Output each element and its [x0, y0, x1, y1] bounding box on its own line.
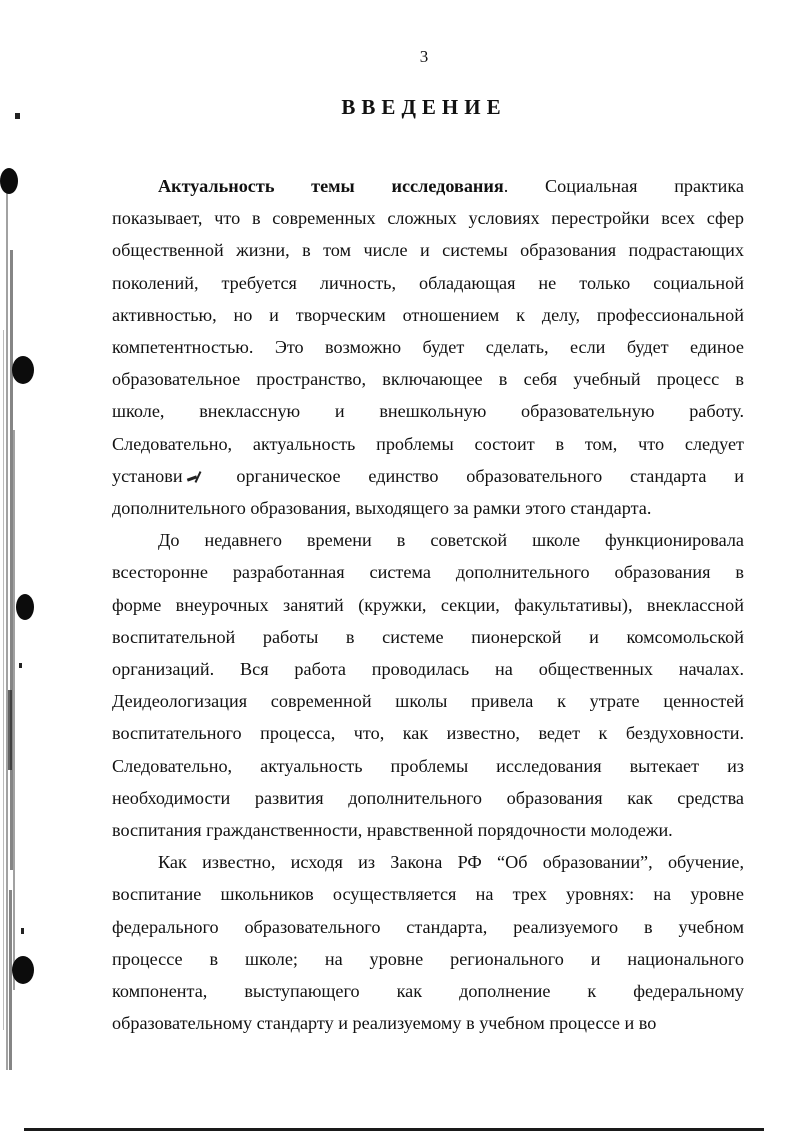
scan-speck: [21, 928, 24, 934]
page-number: 3: [419, 47, 429, 66]
text-run: органическое единство образовательного стандарта и: [208, 465, 744, 486]
text-line: процессе в школе; на уровне регионального и национального: [112, 948, 744, 969]
text-line: Как известно, исходя из Закона РФ “Об образовании”, обучение,: [158, 852, 744, 873]
text-line: До недавнего времени в советской школе функционировала: [158, 530, 744, 551]
scan-smudge: [183, 471, 209, 485]
text-line: Следовательно, актуальность проблемы состоит в том, что следует: [112, 433, 744, 454]
scan-speck: [19, 663, 22, 668]
text-line: всесторонне разработанная система дополнительного образования в: [112, 562, 744, 583]
text-line: воспитательного процесса, что, как известно, ведет к бездуховности.: [112, 723, 744, 744]
paragraph: [112, 524, 744, 846]
text-line: образовательное пространство, включающее в себя учебный процесс в: [112, 369, 744, 390]
text-line: [112, 460, 744, 492]
text-line: организаций. Вся работа проводилась на общественных началах.: [112, 659, 744, 680]
text-line: показывает, что в современных сложных условиях перестройки всех сфер: [112, 208, 744, 229]
punch-hole: [0, 168, 18, 194]
text-line: компонента, выступающего как дополнение к федеральному: [112, 981, 744, 1002]
text-run: установи: [112, 465, 183, 486]
text-line: общественной жизни, в том числе и системы образования подрастающих: [112, 240, 744, 261]
text-line: воспитание школьников осуществляется на трех уровнях: на уровне: [112, 884, 744, 905]
text-line: дополнительного образования, выходящего за рамки этого стандарта.: [112, 498, 652, 519]
text-line: компетентностью. Это возможно будет сделать, если будет единое: [112, 337, 744, 358]
text-line: образовательному стандарту и реализуемому в учебном процессе и во: [112, 1013, 657, 1034]
text-line: поколений, требуется личность, обладающая не только социальной: [112, 272, 744, 293]
scan-bottom-edge: [24, 1128, 764, 1131]
text-line: Следовательно, актуальность проблемы исследования вытекает из: [112, 755, 744, 776]
text-line: федерального образовательного стандарта, реализуемого в учебном: [112, 916, 744, 937]
text-run: . Социальная практика: [503, 176, 745, 196]
text-line: Деидеологизация современной школы привела к утрате ценностей: [112, 691, 744, 712]
text-line: необходимости развития дополнительного образования как средства: [112, 787, 744, 808]
body-text: [112, 170, 744, 1039]
page-title: ВВЕДЕНИЕ: [341, 95, 507, 119]
bold-text: Актуальность темы исследования: [158, 176, 504, 196]
text-line: школе, внеклассную и внешкольную образовательную работу.: [112, 401, 744, 422]
text-line: форме внеурочных занятий (кружки, секции, факультативы), внеклассной: [112, 594, 744, 615]
punch-hole: [12, 956, 34, 984]
text-line: воспитания гражданственности, нравственной порядочности молодежи.: [112, 820, 673, 841]
text-line: [112, 170, 744, 202]
text-line: активностью, но и творческим отношением к делу, профессиональной: [112, 304, 744, 325]
scan-binding-strip: [0, 130, 22, 1138]
text-line: воспитательной работы в системе пионерской и комсомольской: [112, 626, 744, 647]
paragraph: [112, 170, 744, 524]
paragraph: [112, 846, 744, 1039]
punch-hole: [12, 356, 34, 384]
punch-hole: [16, 594, 34, 620]
